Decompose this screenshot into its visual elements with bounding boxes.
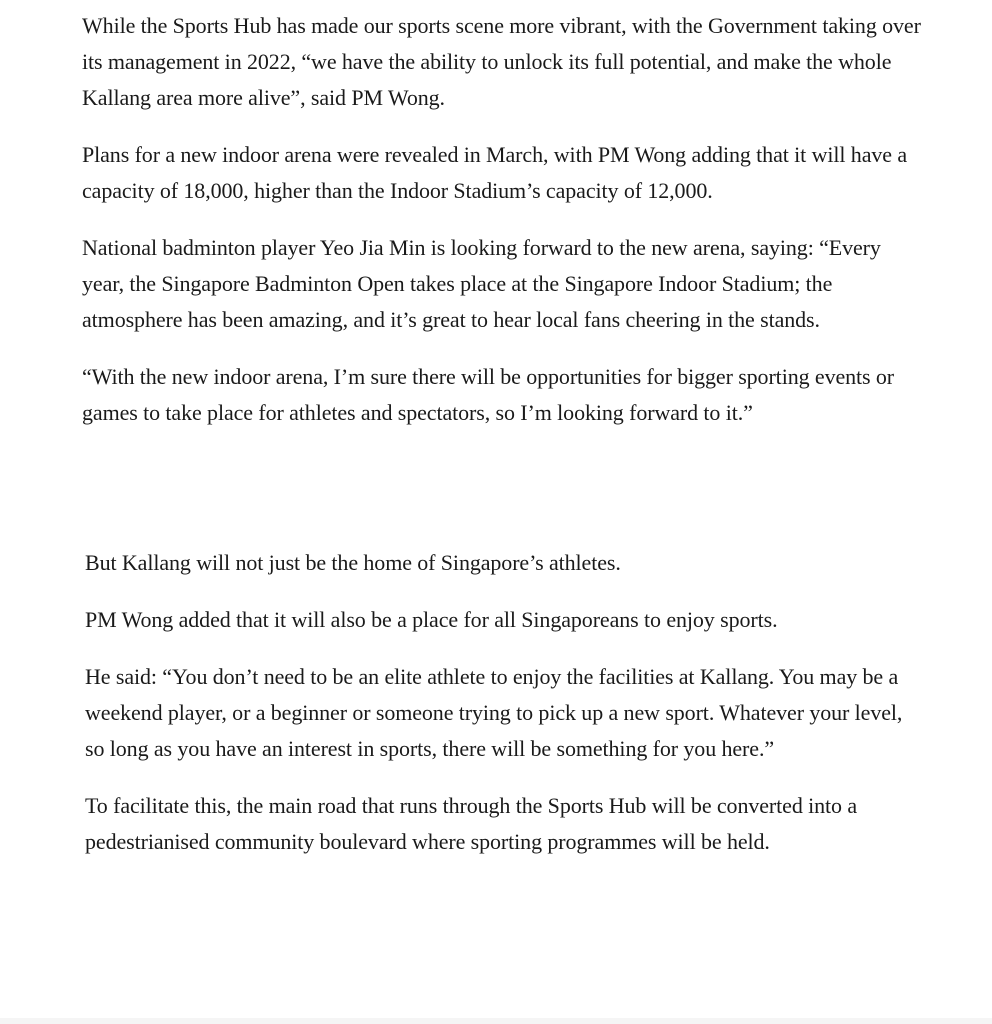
paragraph-pm-wong-quote: He said: “You don’t need to be an elite athlete to enjoy the facilities at Kallang. You may be a weekend player, or a beginner or someone trying to pick up a new sport. Whatever your level, so long as you have an interest in sports, there will be something for you here.” bbox=[85, 664, 903, 761]
paragraph-indoor-arena-capacity: Plans for a new indoor arena were revealed in March, with PM Wong adding that it will have a capacity of 18,000, higher than the Indoor Stadium’s capacity of 12,000. bbox=[82, 142, 907, 203]
article-section-lower bbox=[85, 545, 927, 881]
page-bottom-divider bbox=[0, 1018, 992, 1024]
paragraph-community-boulevard: To facilitate this, the main road that runs through the Sports Hub will be converted into a pedestrianised community boulevard where sporting programmes will be held. bbox=[85, 793, 858, 854]
paragraph-new-arena-opportunities: “With the new indoor arena, I’m sure there will be opportunities for bigger sporting events or games to take place for athletes and spectators, so I’m looking forward to it.” bbox=[82, 364, 895, 425]
paragraph-sports-hub-management: While the Sports Hub has made our sports scene more vibrant, with the Government taking over its management in 2022, “we have the ability to unlock its full potential, and make the whole Kallang area more alive”, said PM Wong. bbox=[82, 13, 921, 110]
paragraph-sports-for-all: PM Wong added that it will also be a place for all Singaporeans to enjoy sports. bbox=[85, 607, 778, 632]
paragraph-home-of-athletes: But Kallang will not just be the home of Singapore’s athletes. bbox=[85, 550, 621, 575]
article-section-upper bbox=[82, 8, 927, 452]
paragraph-yeo-jia-min-quote: National badminton player Yeo Jia Min is looking forward to the new arena, saying: “Every year, the Singapore Badminton Open takes place at the Singapore Indoor Stadium; the atmosphere has been amazing, and it’s great to hear local fans cheering in the stands. bbox=[82, 235, 881, 332]
